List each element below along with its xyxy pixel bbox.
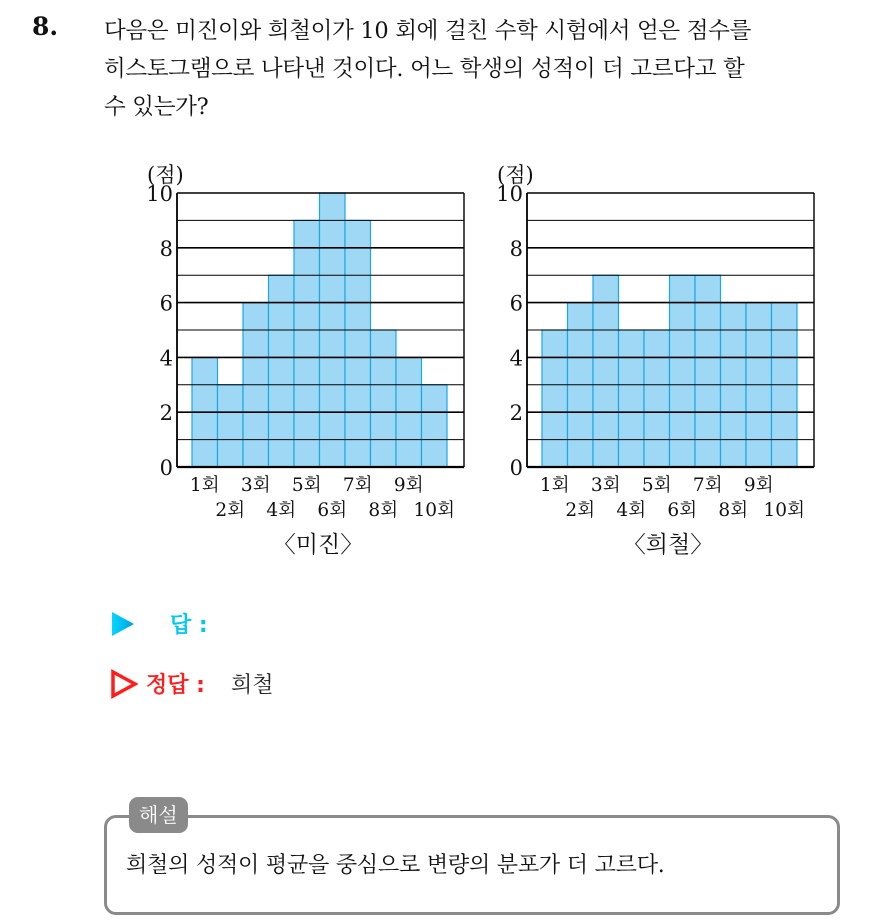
triangle-filled-icon [110,610,136,638]
histogram-bar [644,330,670,467]
y-tick-label: 6 [159,291,173,316]
x-tick-label: 7회 [692,475,723,496]
x-tick-label: 5회 [291,475,322,496]
x-tick-label: 2회 [565,500,596,521]
histogram-bar [269,275,295,467]
x-tick-label: 4회 [616,500,647,521]
question-text [104,12,864,126]
x-tick-label: 8회 [368,500,399,521]
x-tick-label: 3회 [590,475,621,496]
histogram-bar [695,275,721,467]
x-tick-label: 6회 [667,500,698,521]
y-axis-label: (점) [497,163,534,187]
answer-row [110,608,420,639]
x-tick-label: 1회 [189,475,220,496]
y-tick-label: 8 [159,236,173,261]
explanation-text: 희철의 성적이 평균을 중심으로 변량의 분포가 더 고르다. [126,853,665,878]
y-tick-label: 2 [159,401,173,426]
y-tick-label: 4 [159,346,173,371]
histogram-bar [593,275,619,467]
x-tick-label: 6회 [317,500,348,521]
question-number: 8. [32,12,59,41]
x-tick-label: 2회 [215,500,246,521]
x-tick-label: 9회 [393,475,424,496]
histogram-bar [422,385,448,467]
histogram-bar [542,330,568,467]
answer-input[interactable] [220,611,420,637]
x-tick-label: 3회 [240,475,271,496]
y-tick-label: 6 [509,291,523,316]
y-tick-label: 0 [159,456,173,480]
y-tick-label: 8 [509,236,523,261]
histogram-bar [670,275,696,467]
x-tick-label: 9회 [743,475,774,496]
y-tick-label: 0 [509,456,523,480]
question-line-2: 히스토그램으로 나타낸 것이다. 어느 학생의 성적이 더 고르다고 할 [104,56,745,82]
explanation-tag: 해설 [129,797,188,833]
chart-title-huicheol: 〈희철〉 [622,532,714,558]
y-tick-label: 2 [509,401,523,426]
histogram-bar [345,220,371,467]
solution-label: 정답 : [146,673,205,698]
histogram-mijin [128,155,480,525]
x-tick-label: 10회 [763,500,805,521]
x-tick-label: 5회 [641,475,672,496]
x-tick-label: 10회 [413,500,455,521]
histogram-bar [619,330,645,467]
x-tick-label: 8회 [718,500,749,521]
y-tick-label: 4 [509,346,523,371]
x-tick-label: 7회 [342,475,373,496]
answer-label: 답 : [170,613,208,638]
question-line-3: 수 있는가? [104,94,209,120]
solution-row [110,668,273,699]
triangle-outline-icon [110,669,138,699]
x-tick-label: 4회 [266,500,297,521]
histogram-huicheol [478,155,830,525]
y-tick-label: 10 [496,182,523,206]
question-line-1: 다음은 미진이와 희철이가 10 회에 걸친 수학 시험에서 얻은 점수를 [104,18,752,44]
histogram-bar [218,385,244,467]
histogram-bar [371,330,397,467]
y-axis-label: (점) [147,163,184,187]
x-tick-label: 1회 [539,475,570,496]
solution-value: 희철 [230,673,274,698]
y-tick-label: 10 [146,182,173,206]
chart-title-mijin: 〈미진〉 [272,532,364,558]
histogram-bar [294,220,320,467]
